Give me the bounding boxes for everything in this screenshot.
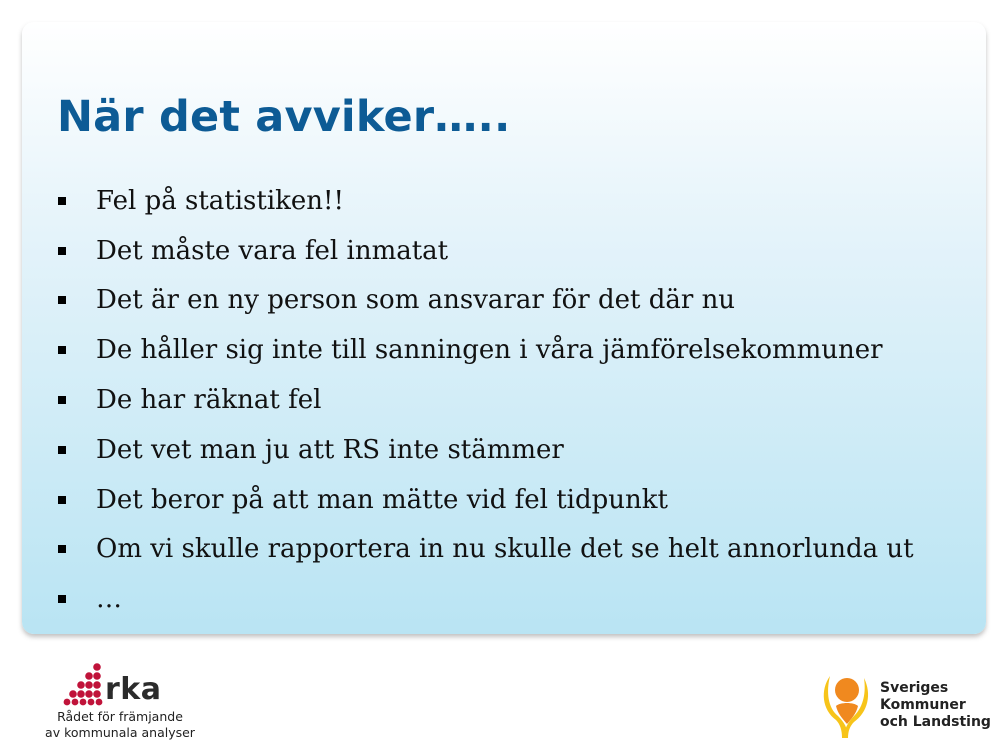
- bullet-item: [56, 425, 914, 475]
- bullet-text: Om vi skulle rapportera in nu skulle det se helt annorlunda ut: [96, 534, 914, 565]
- bullet-text: …: [96, 584, 122, 615]
- bullet-square-icon: [58, 346, 66, 354]
- bullet-item: [56, 226, 914, 276]
- bullet-item: [56, 276, 914, 326]
- rka-wordmark: rka: [105, 672, 162, 707]
- rka-caption-line1: Rådet för främjande: [57, 709, 183, 724]
- bullet-item: [56, 525, 914, 575]
- bullet-square-icon: [58, 197, 66, 205]
- bullet-text: Det vet man ju att RS inte stämmer: [96, 434, 564, 465]
- bullet-list: [56, 176, 914, 624]
- skl-logo: [818, 668, 998, 743]
- bullet-item: [56, 475, 914, 525]
- bullet-text: Fel på statistiken!!: [96, 185, 344, 216]
- bullet-text: Det beror på att man mätte vid fel tidpunkt: [96, 484, 668, 515]
- slide-title: När det avviker…..: [57, 92, 511, 142]
- bullet-square-icon: [58, 496, 66, 504]
- bullet-item: [56, 176, 914, 226]
- skl-wordmark: [880, 680, 991, 731]
- bullet-item: [56, 325, 914, 375]
- rka-logo: [45, 660, 205, 745]
- bullet-text: Det är en ny person som ansvarar för det där nu: [96, 285, 736, 316]
- bullet-square-icon: [58, 296, 66, 304]
- skl-line3: och Landsting: [880, 714, 991, 730]
- rka-caption-line2: av kommunala analyser: [45, 725, 195, 740]
- bullet-square-icon: [58, 545, 66, 553]
- bullet-text: De håller sig inte till sanningen i våra jämförelsekommuner: [96, 335, 883, 366]
- rka-caption: [45, 709, 195, 741]
- bullet-square-icon: [58, 595, 66, 603]
- skl-line2: Kommuner: [880, 697, 966, 713]
- bullet-text: De har räknat fel: [96, 385, 322, 416]
- bullet-square-icon: [58, 446, 66, 454]
- rka-dots-icon: [63, 662, 105, 706]
- skl-line1: Sveriges: [880, 680, 949, 696]
- bullet-square-icon: [58, 247, 66, 255]
- bullet-square-icon: [58, 396, 66, 404]
- skl-emblem-icon: [818, 668, 874, 740]
- bullet-item: [56, 574, 914, 624]
- bullet-item: [56, 375, 914, 425]
- bullet-text: Det måste vara fel inmatat: [96, 235, 449, 266]
